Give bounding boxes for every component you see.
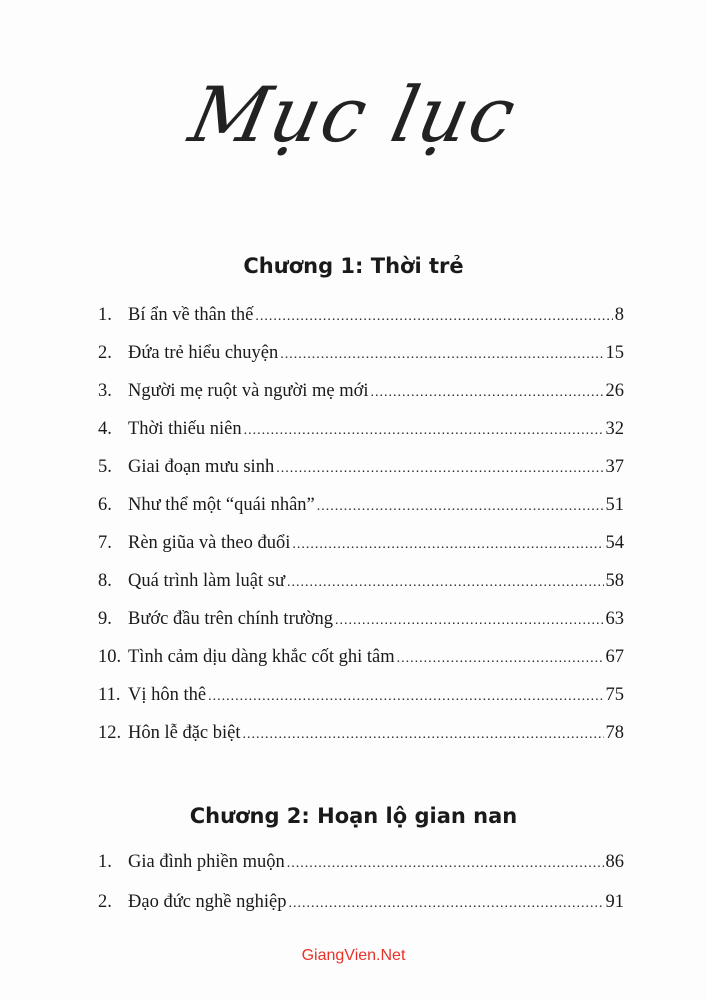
entry-title: Vị hôn thê	[128, 685, 207, 705]
leader-dots	[289, 896, 604, 912]
entry-title: Thời thiếu niên	[128, 419, 242, 439]
entry-title: Đạo đức nghề nghiệp	[128, 892, 287, 912]
toc-entry[interactable]	[98, 571, 624, 597]
entry-page: 37	[605, 457, 624, 477]
toc-entry[interactable]	[98, 533, 624, 559]
entry-number: 2.	[98, 343, 112, 363]
leader-dots	[397, 651, 604, 667]
entry-title: Bước đầu trên chính trường	[128, 609, 334, 629]
leader-dots	[335, 613, 603, 629]
entry-number: 7.	[98, 533, 112, 553]
entry-title: Quá trình làm luật sư	[128, 571, 285, 591]
leader-dots	[317, 499, 604, 515]
toc-entry[interactable]	[98, 419, 624, 445]
entry-page: 86	[605, 852, 624, 872]
entry-title: Đứa trẻ hiểu chuyện	[128, 343, 279, 363]
entry-page: 63	[605, 609, 624, 629]
entry-number: 11.	[98, 685, 121, 705]
entry-number: 2.	[98, 892, 112, 912]
chapter-1-heading: Chương 1: Thời trẻ	[243, 254, 464, 278]
entry-number: 1.	[98, 305, 112, 325]
entry-page: 78	[605, 723, 624, 743]
leader-dots	[244, 423, 604, 439]
toc-entry[interactable]	[98, 381, 624, 407]
entry-page: 58	[605, 571, 624, 591]
entry-title: Như thể một “quái nhân”	[128, 495, 315, 515]
toc-entry[interactable]	[98, 892, 624, 918]
entry-number: 12.	[98, 723, 122, 743]
leader-dots	[287, 856, 604, 872]
entry-page: 75	[605, 685, 624, 705]
entry-page: 91	[605, 892, 624, 912]
entry-page: 32	[605, 419, 624, 439]
toc-title: Mục lục	[182, 70, 525, 159]
toc-entry[interactable]	[98, 343, 624, 369]
entry-number: 1.	[98, 852, 112, 872]
watermark: GiangVien.Net	[301, 947, 406, 964]
toc-entry[interactable]	[98, 647, 624, 673]
toc-entry[interactable]	[98, 609, 624, 635]
entry-number: 6.	[98, 495, 112, 515]
entry-title: Người mẹ ruột và người mẹ mới	[128, 381, 369, 401]
toc-entry[interactable]	[98, 723, 624, 749]
leader-dots	[208, 689, 603, 705]
toc-entry[interactable]	[98, 685, 624, 711]
leader-dots	[276, 461, 603, 477]
entry-number: 3.	[98, 381, 112, 401]
entry-number: 4.	[98, 419, 112, 439]
entry-number: 8.	[98, 571, 112, 591]
entry-title: Tình cảm dịu dàng khắc cốt ghi tâm	[128, 647, 395, 667]
toc-entry[interactable]	[98, 457, 624, 483]
entry-title: Gia đình phiền muộn	[128, 852, 285, 872]
entry-page: 26	[605, 381, 624, 401]
entry-page: 67	[605, 647, 624, 667]
leader-dots	[287, 575, 604, 591]
entry-page: 54	[605, 533, 624, 553]
leader-dots	[243, 727, 604, 743]
entry-title: Bí ẩn về thân thế	[128, 305, 254, 325]
entry-title: Rèn giũa và theo đuổi	[128, 533, 291, 553]
entry-title: Giai đoạn mưu sinh	[128, 457, 275, 477]
entry-title: Hôn lễ đặc biệt	[128, 723, 241, 743]
leader-dots	[292, 537, 603, 553]
toc-entry[interactable]	[98, 305, 624, 331]
chapter-2-heading: Chương 2: Hoạn lộ gian nan	[189, 804, 518, 828]
entry-page: 15	[605, 343, 624, 363]
leader-dots	[371, 385, 604, 401]
leader-dots	[280, 347, 603, 363]
entry-page: 51	[605, 495, 624, 515]
entry-number: 9.	[98, 609, 112, 629]
toc-entry[interactable]	[98, 495, 624, 521]
entry-page: 8	[614, 305, 624, 325]
toc-entry[interactable]	[98, 852, 624, 878]
entry-number: 5.	[98, 457, 112, 477]
entry-number: 10.	[98, 647, 122, 667]
leader-dots	[255, 309, 612, 325]
